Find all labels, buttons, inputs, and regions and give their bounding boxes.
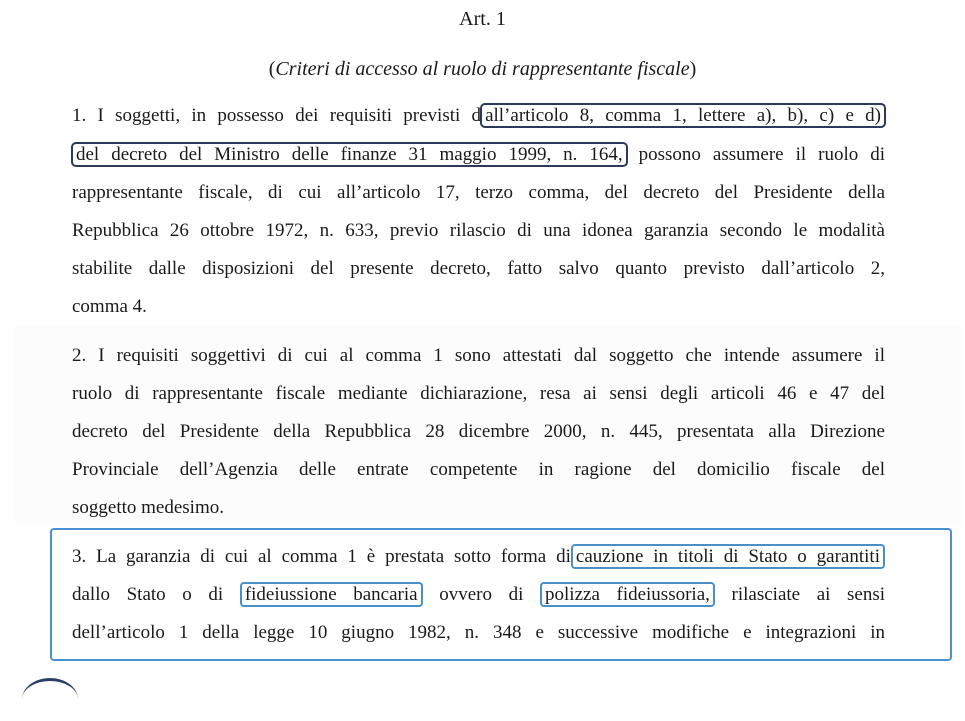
p1-highlight-decree-reference: del decreto del Ministro delle finanze 31 maggio 1999, n. 164, bbox=[71, 142, 628, 167]
article-title: Art. 1 bbox=[459, 8, 506, 30]
paragraph-1-line-3: rappresentante fiscale, di cui all’articolo 17, terzo comma, del decreto del Presidente della bbox=[72, 182, 885, 203]
subtitle-close-paren: ) bbox=[689, 58, 697, 80]
paragraph-2-line-5: soggetto medesimo. bbox=[72, 497, 224, 518]
paragraph-1-line-2 bbox=[72, 143, 885, 167]
p1-line2-text: possono assumere il ruolo di bbox=[638, 144, 885, 165]
seal-emblem-icon bbox=[22, 678, 78, 721]
p3-line2-text-b: ovvero di bbox=[439, 584, 524, 605]
p3-line2-text-c: rilasciate ai sensi bbox=[731, 584, 886, 605]
paragraph-3-line-2 bbox=[72, 583, 885, 607]
p3-highlight-fideiussione: fideiussione bancaria bbox=[240, 582, 423, 607]
paragraph-1-line-6: comma 4. bbox=[72, 296, 147, 317]
subtitle-open-paren: ( bbox=[268, 58, 276, 80]
paragraph-1-line-4: Repubblica 26 ottobre 1972, n. 633, previo rilascio di una idonea garanzia secondo le modalità bbox=[72, 220, 885, 241]
paragraph-3-line-3: dell’articolo 1 della legge 10 giugno 1982, n. 348 e successive modifiche e integrazioni in bbox=[72, 622, 885, 643]
paragraph-3-line-1 bbox=[72, 545, 885, 569]
paragraph-2-line-4: Provinciale dell’Agenzia delle entrate competente in ragione del domicilio fiscale del bbox=[72, 459, 885, 480]
paragraph-2-line-1: 2. I requisiti soggettivi di cui al comma 1 sono attestati dal soggetto che intende assumere il bbox=[72, 345, 885, 366]
p3-line2-text-a: dallo Stato o di bbox=[72, 584, 224, 605]
article-subtitle bbox=[0, 58, 965, 81]
p3-highlight-cauzione: cauzione in titoli di Stato o garantiti bbox=[571, 544, 885, 569]
p1-line1-text: 1. I soggetti, in possesso dei requisiti previsti d bbox=[72, 105, 482, 126]
paragraph-1-line-1 bbox=[72, 104, 885, 128]
paragraph-2-line-3: decreto del Presidente della Repubblica 28 dicembre 2000, n. 445, presentata alla Direzione bbox=[72, 421, 885, 442]
paragraph-2-line-2: ruolo di rappresentante fiscale mediante dichiarazione, resa ai sensi degli articoli 46 e 47 del bbox=[72, 383, 885, 404]
subtitle-text: Criteri di accesso al ruolo di rappresentante fiscale bbox=[275, 58, 690, 80]
p3-line1-text: 3. La garanzia di cui al comma 1 è prestata sotto forma di bbox=[72, 546, 571, 567]
p3-highlight-polizza: polizza fideiussoria, bbox=[540, 582, 715, 607]
p1-highlight-article-reference: all’articolo 8, comma 1, lettere a), b), c) e d) bbox=[480, 103, 886, 128]
paragraph-1-line-5: stabilite dalle disposizioni del presente decreto, fatto salvo quanto previsto dall’articolo 2, bbox=[72, 258, 885, 279]
